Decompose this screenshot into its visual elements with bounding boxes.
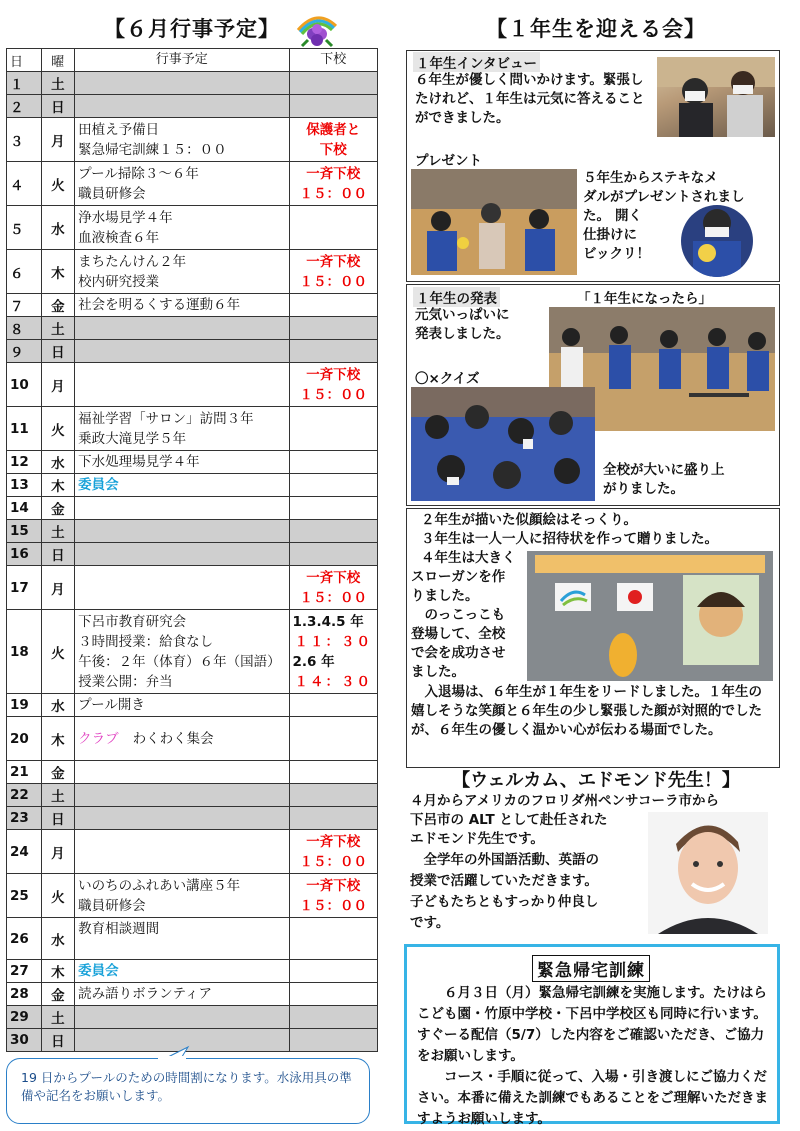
event-text: クラブ [78,730,119,747]
event-text: 浄水場見学４年 [78,209,173,226]
day-cell: 18 [7,610,42,694]
table-row [7,830,378,874]
table-row [7,784,378,807]
table-row [7,474,378,497]
present-text-trick: 仕掛けに [583,227,637,243]
table-row [7,451,378,474]
announce-text-line1: 元気いっぱいに [415,307,510,323]
alt-teacher-figure [648,812,768,934]
weekday-cell: 木 [41,717,75,761]
grades-panel [406,508,780,768]
dismissal-cell [289,874,377,918]
weekday-cell: 日 [41,543,75,566]
table-row [7,206,378,250]
table-row [7,363,378,407]
interview-photo [657,57,775,137]
announce-text-line2: 発表しました。 [415,326,510,342]
present-text-open: 開く [615,208,642,224]
weekday-cell: 土 [41,784,75,807]
event-cell [75,250,289,294]
day-cell: 27 [7,960,42,983]
june-schedule-section [6,10,378,1052]
table-row [7,1006,378,1029]
dismissal-cell [289,960,377,983]
event-cell [75,610,289,694]
weekday-cell: 火 [41,162,75,206]
quiz-photo [411,387,595,501]
day-cell: ７ [7,294,42,317]
weekday-cell: 金 [41,497,75,520]
pool-note [6,1058,370,1124]
event-text: プール掃除３～６年 [78,165,199,182]
table-row [7,543,378,566]
slogan-photo [527,551,773,681]
event-cell [75,474,289,497]
dismissal-cell [289,118,377,162]
table-row [7,694,378,717]
interview-label: １年生インタビュー [413,52,540,72]
event-cell [75,761,289,784]
day-cell: ４ [7,162,42,206]
dismissal-text: １４：３０ [294,673,373,690]
emergency-drill-para-2: コース・手順に従って、入場・引き渡しにご協力ください。本番に備えた訓練でもあることをご理解いただきますようお願いします。 [417,1069,768,1127]
june-schedule-title: 【６月行事予定】 [104,17,280,41]
dismissal-cell [289,520,377,543]
hydrangea-icon [294,10,340,48]
weekday-cell: 金 [41,983,75,1006]
day-cell: 23 [7,807,42,830]
dismissal-cell [289,407,377,451]
welcome-section [404,10,788,48]
quiz-label: 〇×クイズ [415,371,480,387]
alt-line-6: 子どもたちともすっかり仲良し [410,894,599,910]
day-cell: １ [7,72,42,95]
event-cell [75,960,289,983]
event-cell [75,520,289,543]
day-cell: 24 [7,830,42,874]
present-text-line3: た。 [583,208,610,224]
table-row [7,918,378,960]
table-row [7,874,378,918]
day-cell: ３ [7,118,42,162]
weekday-cell: 火 [41,407,75,451]
event-text: 校内研究授業 [78,273,160,290]
event-cell [75,363,289,407]
weekday-cell: 金 [41,761,75,784]
day-cell: 14 [7,497,42,520]
event-text: プール開き [78,697,145,713]
dismissal-text: １５：００ [299,589,368,606]
event-cell [75,784,289,807]
event-text: 読み語りボランティア [78,986,212,1002]
event-text: 委員会 [78,963,119,979]
grades-line-4: スローガンを作 [411,569,506,585]
dismissal-cell [289,1029,377,1052]
quiz-photo-figures [411,387,595,501]
announce-song: 「１年生になったら」 [577,291,712,307]
grades-line-6: のっこっこも [411,607,506,623]
grades-line-7: 登場して、全校 [411,626,506,642]
dismissal-text: 2.6 年 [292,653,335,670]
dismissal-cell [289,206,377,250]
table-row [7,610,378,694]
event-cell [75,874,289,918]
event-cell [75,830,289,874]
dismissal-text: 下校 [319,141,347,158]
header-weekday: 曜 [41,49,75,72]
weekday-cell: 水 [41,451,75,474]
day-cell: ８ [7,317,42,340]
announce-label: １年生の発表 [413,287,500,307]
quiz-text-line1: 全校が大いに盛り上 [603,462,725,478]
day-cell: 21 [7,761,42,784]
dismissal-cell [289,340,377,363]
weekday-cell: 木 [41,250,75,294]
day-cell: 10 [7,363,42,407]
event-text: 教育相談週間 [78,921,160,937]
weekday-cell: 月 [41,118,75,162]
dismissal-cell [289,474,377,497]
event-cell [75,294,289,317]
weekday-cell: 月 [41,363,75,407]
event-cell [75,162,289,206]
grades-line-5: りました。 [411,588,479,604]
table-row [7,250,378,294]
event-cell [75,918,289,960]
table-header-row [7,49,378,72]
alt-line-4: 全学年の外国語活動、英語の [410,852,599,868]
dismissal-text: 一斉下校 [306,877,361,894]
day-cell: ５ [7,206,42,250]
alt-line-3: エドモンド先生です。 [410,831,544,847]
weekday-cell: 日 [41,1029,75,1052]
event-text: 田植え予備日 [78,121,160,138]
dismissal-cell [289,717,377,761]
alt-line-1: ４月からアメリカのフロリダ州ペンサコーラ市から [410,793,720,809]
pool-note-text: 19 日からプールのための時間割になります。水泳用具の準備や記名をお願いします。 [21,1070,352,1103]
medal-photo-figure [681,205,753,277]
event-text: 乗政大滝見学５年 [78,430,187,447]
dismissal-cell [289,72,377,95]
dismissal-cell [289,363,377,407]
weekday-cell: 日 [41,340,75,363]
table-row [7,407,378,451]
weekday-cell: 金 [41,294,75,317]
table-row [7,72,378,95]
dismissal-text: １５：００ [299,273,368,290]
day-cell: 28 [7,983,42,1006]
day-cell: ６ [7,250,42,294]
event-text: 社会を明るくする運動６年 [78,297,241,313]
closing-text: 入退場は、６年生が１年生をリードしました。１年生の嬉しそうな笑顔と６年生の少し緊張した顔が対照的でしたが、６年生の優しく温かい心が伝わる場面でした。 [411,684,762,738]
interview-panel [406,50,780,282]
event-text: わくわく集会 [132,730,214,747]
present-label: プレゼント [415,153,482,169]
weekday-cell: 月 [41,566,75,610]
header-event: 行事予定 [75,49,289,72]
day-cell: 20 [7,717,42,761]
quiz-text-line2: がりました。 [603,481,684,497]
dismissal-cell [289,566,377,610]
interview-text: ６年生が優しく問いかけます。緊張したけれど、１年生は元気に答えることができました。 [415,72,645,126]
announce-panel [406,284,780,506]
weekday-cell: 土 [41,72,75,95]
grades-line-9: ました。 [411,664,465,680]
alt-teacher-photo [648,812,768,934]
header-day: 日 [7,49,42,72]
weekday-cell: 火 [41,610,75,694]
grades-line-3: ４年生は大きく [421,550,516,566]
event-cell [75,317,289,340]
dismissal-text: １１：３０ [294,633,373,650]
event-text: 緊急帰宅訓練１５：００ [78,141,227,158]
day-cell: 17 [7,566,42,610]
event-text: 委員会 [78,477,119,493]
event-text: いのちのふれあい講座５年 [78,877,241,894]
table-row [7,162,378,206]
weekday-cell: 日 [41,95,75,118]
present-text-surprise: ビックリ！ [583,246,650,262]
day-cell: 22 [7,784,42,807]
grades-line-8: で会を成功させ [411,645,506,661]
dismissal-cell [289,610,377,694]
weekday-cell: 水 [41,918,75,960]
table-row [7,960,378,983]
table-row [7,118,378,162]
day-cell: 13 [7,474,42,497]
dismissal-cell [289,694,377,717]
day-cell: 15 [7,520,42,543]
emergency-drill-box [404,944,780,1127]
dismissal-text: 一斉下校 [306,253,361,270]
slogan-photo-figures [527,551,773,681]
day-cell: ２ [7,95,42,118]
event-text: 血液検査６年 [78,229,160,246]
dismissal-cell [289,543,377,566]
present-text-line2: ダルがプレゼントされまし [583,189,745,205]
present-photo-figures [411,169,577,275]
event-cell [75,407,289,451]
event-cell [75,1006,289,1029]
dismissal-cell [289,784,377,807]
event-cell [75,118,289,162]
dismissal-cell [289,807,377,830]
weekday-cell: 水 [41,694,75,717]
table-row [7,717,378,761]
dismissal-text: 1.3.4.5 年 [292,613,364,630]
event-cell [75,340,289,363]
event-text: 福祉学習「サロン」訪問３年 [78,410,254,427]
dismissal-cell [289,497,377,520]
dismissal-cell [289,451,377,474]
weekday-cell: 土 [41,1006,75,1029]
june-schedule-table [6,48,378,1052]
dismissal-cell [289,918,377,960]
dismissal-text: １５：００ [299,185,368,202]
dismissal-text: 一斉下校 [306,165,361,182]
event-text: 下水処理場見学４年 [78,454,200,470]
present-text-line1: ５年生からステキなメ [583,170,718,186]
dismissal-cell [289,162,377,206]
alt-line-7: です。 [410,915,450,931]
table-row [7,294,378,317]
event-cell [75,72,289,95]
event-text: 下呂市教育研究会 [78,613,187,630]
day-cell: 30 [7,1029,42,1052]
weekday-cell: 土 [41,520,75,543]
table-row [7,761,378,784]
dismissal-text: 保護者と [306,121,361,138]
event-cell [75,206,289,250]
dismissal-text: １５：００ [299,897,368,914]
dismissal-text: 一斉下校 [306,366,361,383]
alt-line-2: 下呂市の ALT として赴任された [410,812,608,828]
day-cell: 29 [7,1006,42,1029]
event-cell [75,497,289,520]
event-cell [75,566,289,610]
table-row [7,317,378,340]
dismissal-cell [289,250,377,294]
event-text: まちたんけん２年 [78,253,187,270]
grades-line-2: ３年生は一人一人に招待状を作って贈りました。 [421,531,718,547]
weekday-cell: 水 [41,206,75,250]
welcome-title: 【１年生を迎える会】 [486,17,706,41]
table-row [7,95,378,118]
weekday-cell: 木 [41,474,75,497]
event-text: 職員研修会 [78,897,146,914]
event-cell [75,95,289,118]
event-cell [75,983,289,1006]
day-cell: 12 [7,451,42,474]
weekday-cell: 月 [41,830,75,874]
dismissal-cell [289,761,377,784]
dismissal-text: １５：００ [299,853,368,870]
dismissal-cell [289,1006,377,1029]
weekday-cell: 日 [41,807,75,830]
alt-line-5: 授業で活躍していただきます。 [410,873,598,889]
day-cell: ９ [7,340,42,363]
emergency-drill-title: 緊急帰宅訓練 [532,955,650,982]
dismissal-cell [289,983,377,1006]
present-photo [411,169,577,275]
interview-photo-figures [657,57,775,137]
day-cell: 16 [7,543,42,566]
dismissal-text: １５：００ [299,386,368,403]
table-row [7,520,378,543]
event-text: 職員研修会 [78,185,146,202]
day-cell: 26 [7,918,42,960]
dismissal-cell [289,95,377,118]
table-row [7,983,378,1006]
medal-photo [681,205,753,277]
table-row [7,566,378,610]
table-row [7,340,378,363]
event-cell [75,451,289,474]
event-text: ３時間授業：給食なし [78,633,214,650]
alt-title: 【ウェルカム、エドモンド先生！】 [452,770,740,791]
table-row [7,807,378,830]
event-cell [75,694,289,717]
weekday-cell: 木 [41,960,75,983]
header-dismissal: 下校 [289,49,377,72]
weekday-cell: 火 [41,874,75,918]
dismissal-cell [289,830,377,874]
dismissal-cell [289,317,377,340]
event-cell [75,807,289,830]
dismissal-text: 一斉下校 [306,569,361,586]
emergency-drill-para-1: ６月３日（月）緊急帰宅訓練を実施します。たけはらこども園・竹原中学校・下呂中学校区も同時に行います。すぐーる配信（5/7）した内容をご確認いただき、ご協力をお願いします。 [417,985,767,1064]
day-cell: 19 [7,694,42,717]
day-cell: 11 [7,407,42,451]
grades-line-1: ２年生が描いた似顔絵はそっくり。 [421,512,637,528]
dismissal-cell [289,294,377,317]
table-row [7,497,378,520]
event-text: 午後：２年（体育）６年（国語）授業公開：弁当 [78,653,281,690]
day-cell: 25 [7,874,42,918]
event-cell [75,543,289,566]
alt-section [404,766,788,792]
dismissal-text: 一斉下校 [306,833,361,850]
weekday-cell: 土 [41,317,75,340]
event-cell [75,717,289,761]
note-tail-joiner [158,1056,186,1059]
